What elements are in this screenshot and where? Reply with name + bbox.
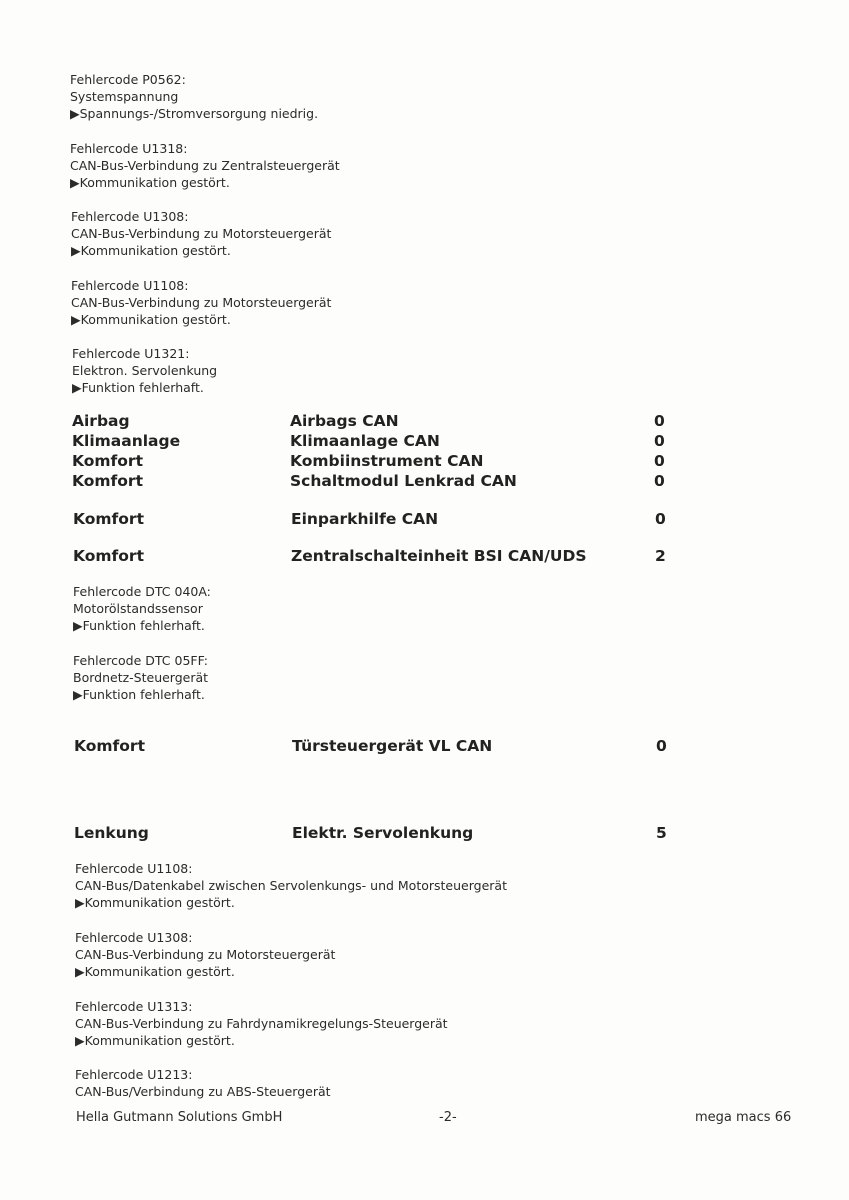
fault-block — [71, 208, 331, 260]
fault-block — [72, 345, 217, 397]
fault-description: Elektron. Servolenkung — [72, 363, 218, 379]
page-number: -2- — [439, 1110, 457, 1125]
fault-code: Fehlercode U1318: — [70, 141, 188, 156]
fault-count: 0 — [655, 510, 666, 528]
fault-block — [70, 71, 318, 123]
fault-status: ▶Spannungs-/Stromversorgung niedrig. — [70, 106, 319, 122]
fault-count: 0 — [656, 737, 667, 755]
fault-block — [75, 1066, 331, 1100]
fault-block — [70, 140, 340, 192]
fault-status: ▶Funktion fehlerhaft. — [73, 618, 205, 634]
fault-count: 0 — [654, 412, 665, 430]
system-group: Komfort — [73, 547, 144, 565]
fault-count: 0 — [654, 472, 665, 490]
system-name: Kombiinstrument CAN — [290, 452, 484, 470]
system-name: Türsteuergerät VL CAN — [292, 737, 493, 755]
fault-count: 0 — [654, 452, 665, 470]
fault-description: CAN-Bus-Verbindung zu Motorsteuergerät — [71, 295, 332, 311]
fault-status: ▶Kommunikation gestört. — [71, 312, 231, 328]
fault-block — [75, 860, 507, 912]
fault-status: ▶Kommunikation gestört. — [71, 243, 231, 259]
fault-code: Fehlercode U1308: — [71, 209, 189, 224]
system-name: Airbags CAN — [290, 412, 399, 430]
system-group: Komfort — [73, 510, 144, 528]
fault-code: Fehlercode U1108: — [71, 278, 189, 293]
fault-code: Fehlercode U1213: — [75, 1067, 193, 1082]
system-name: Schaltmodul Lenkrad CAN — [290, 472, 517, 490]
fault-description: CAN-Bus-Verbindung zu Fahrdynamikregelungs-Steuergerät — [75, 1016, 448, 1032]
fault-description: CAN-Bus/Verbindung zu ABS-Steuergerät — [75, 1084, 331, 1100]
fault-count: 5 — [656, 824, 667, 842]
fault-status: ▶Kommunikation gestört. — [75, 1033, 235, 1049]
system-group: Komfort — [72, 472, 143, 490]
fault-description: CAN-Bus-Verbindung zu Zentralsteuergerät — [70, 158, 340, 174]
fault-block — [75, 998, 448, 1050]
system-group: Klimaanlage — [72, 432, 181, 450]
footer-company: Hella Gutmann Solutions GmbH — [76, 1110, 283, 1125]
system-name: Einparkhilfe CAN — [291, 510, 439, 528]
fault-code: Fehlercode U1108: — [75, 861, 193, 876]
fault-code: Fehlercode DTC 05FF: — [73, 653, 209, 668]
system-group: Komfort — [72, 452, 143, 470]
system-group: Lenkung — [74, 824, 149, 842]
fault-block — [73, 583, 211, 635]
fault-description: CAN-Bus/Datenkabel zwischen Servolenkungs- und Motorsteuergerät — [75, 878, 507, 894]
system-group: Komfort — [74, 737, 145, 755]
fault-block — [75, 929, 335, 981]
fault-status: ▶Funktion fehlerhaft. — [73, 687, 205, 703]
system-name: Klimaanlage CAN — [290, 432, 440, 450]
fault-code: Fehlercode P0562: — [70, 72, 186, 87]
fault-description: Bordnetz-Steuergerät — [73, 670, 209, 686]
fault-description: CAN-Bus-Verbindung zu Motorsteuergerät — [75, 947, 336, 963]
fault-code: Fehlercode U1313: — [75, 999, 193, 1014]
fault-status: ▶Kommunikation gestört. — [75, 895, 235, 911]
fault-status: ▶Funktion fehlerhaft. — [72, 380, 204, 396]
fault-status: ▶Kommunikation gestört. — [75, 964, 235, 980]
fault-count: 2 — [655, 547, 666, 565]
fault-status: ▶Kommunikation gestört. — [70, 175, 230, 191]
footer-device: mega macs 66 — [695, 1110, 792, 1125]
fault-block — [73, 652, 208, 704]
fault-description: Motorölstandssensor — [73, 601, 203, 617]
system-name: Zentralschalteinheit BSI CAN/UDS — [291, 547, 587, 565]
system-group: Airbag — [72, 412, 130, 430]
fault-description: CAN-Bus-Verbindung zu Motorsteuergerät — [71, 226, 332, 242]
fault-code: Fehlercode DTC 040A: — [73, 584, 211, 599]
system-name: Elektr. Servolenkung — [292, 824, 474, 842]
fault-code: Fehlercode U1308: — [75, 930, 193, 945]
fault-code: Fehlercode U1321: — [72, 346, 190, 361]
fault-block — [71, 277, 331, 329]
fault-description: Systemspannung — [70, 89, 179, 105]
fault-count: 0 — [654, 432, 665, 450]
